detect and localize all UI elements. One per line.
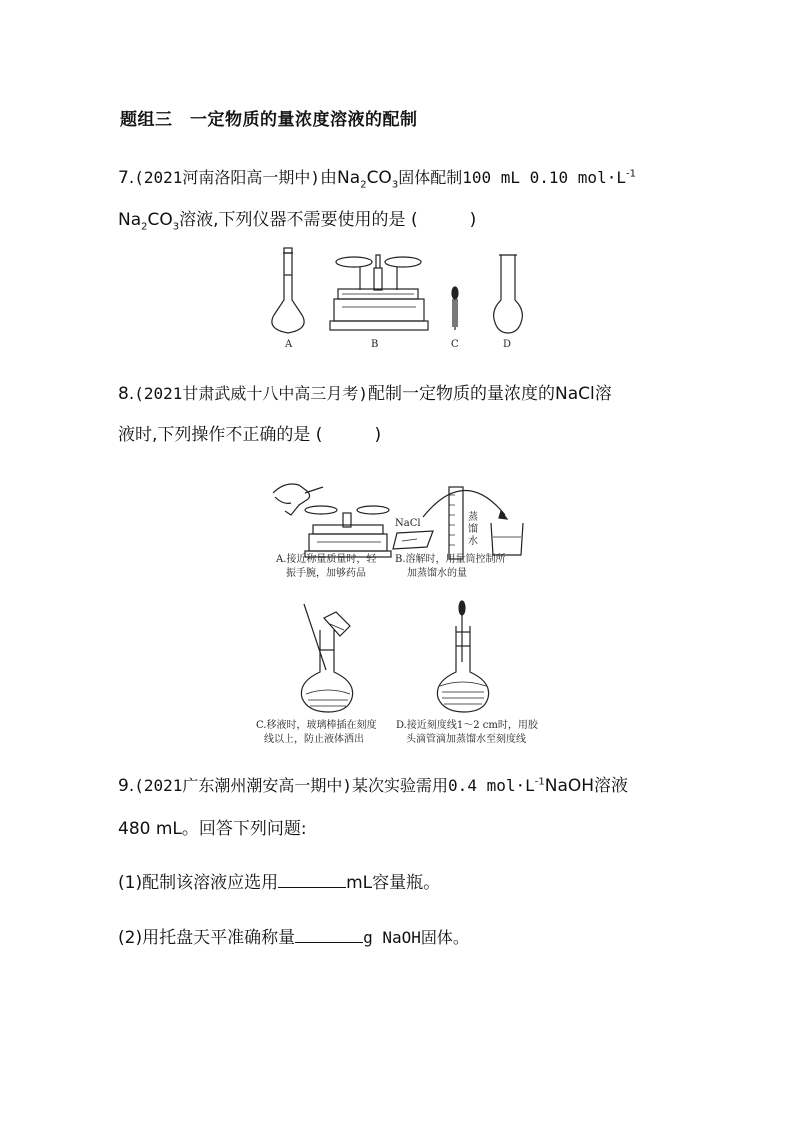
q7-sub: 3 <box>391 179 399 191</box>
round-flask-icon <box>494 255 523 333</box>
q7-text: Na <box>118 210 142 230</box>
q8-line1 <box>118 379 612 404</box>
water-label: 蒸馏水 <box>468 512 478 547</box>
q7-line2 <box>118 205 476 232</box>
q9-part2-text: (2)用托盘天平准确称量 <box>118 928 296 948</box>
q7-text: 溶液,下列仪器不需要使用的是 ( <box>179 210 418 230</box>
q7-text: ) <box>469 210 477 230</box>
q7-sub: 3 <box>172 221 180 233</box>
q9-source: (2021广东潮州潮安高一期中) <box>134 776 353 795</box>
q9-text: 某次实验需用0.4 mol·L <box>352 776 535 795</box>
caption-b-line1: B.溶解时，用量筒控制所 <box>395 554 506 565</box>
q7-number: 7. <box>118 168 135 188</box>
q9-text: NaOH溶液 <box>544 776 629 796</box>
q9-part2-unit: g NaOH固体。 <box>363 928 469 947</box>
dropper-icon <box>452 287 458 330</box>
caption-d-line2: 头滴管滴加蒸馏水至刻度线 <box>406 734 526 745</box>
caption-a-line1: A.接近称量质量时，轻 <box>276 554 377 565</box>
q8-text: 液时,下列操作不正确的是 ( <box>118 425 323 445</box>
dropper-flask-icon <box>437 601 488 712</box>
q7-sub: 2 <box>141 221 148 233</box>
caption-b <box>395 553 506 581</box>
fill-blank-2[interactable] <box>295 928 363 943</box>
caption-a <box>276 553 376 581</box>
caption-c-line1: C.移液时，玻璃棒插在刻度 <box>256 720 377 731</box>
q7-text: 由Na <box>320 168 361 188</box>
transfer-liquid-icon <box>301 604 352 712</box>
q9-line1 <box>118 771 628 796</box>
q7-source: (2021河南洛阳高一期中) <box>134 168 321 187</box>
q8-source: (2021甘肃武威十八中高三月考) <box>134 384 369 403</box>
fill-blank-1[interactable] <box>278 873 346 888</box>
q9-part1-text: (1)配制该溶液应选用 <box>118 873 279 893</box>
nacl-label: NaCl <box>395 518 421 529</box>
q9-number: 9. <box>118 776 135 796</box>
q9-line2 <box>118 814 307 839</box>
q9-part1 <box>118 868 440 893</box>
q9-text: 480 mL。回答下列问题: <box>118 819 307 839</box>
q8-figure-bottom <box>290 600 530 715</box>
q9-sup: -1 <box>534 776 545 788</box>
q7-text: 固体配制100 mL 0.10 mol·L <box>398 168 626 187</box>
caption-a-line2: 振手腕，加够药品 <box>286 568 366 579</box>
balance-icon <box>330 255 428 330</box>
volumetric-flask-icon <box>272 248 304 333</box>
option-b-label: B <box>371 339 379 350</box>
option-a-label: A <box>285 339 293 350</box>
caption-d <box>396 719 538 747</box>
section-title: 题组三 一定物质的量浓度溶液的配制 <box>120 110 418 130</box>
caption-b-line2: 加蒸馏水的量 <box>407 568 467 579</box>
option-c-label: C <box>451 339 459 350</box>
q9-part2 <box>118 923 469 948</box>
caption-c <box>256 719 376 747</box>
hand-weighing-icon <box>273 484 391 557</box>
q8-number: 8. <box>118 384 135 404</box>
q8-line2 <box>118 420 381 445</box>
q9-part1-unit: mL容量瓶。 <box>346 873 441 893</box>
q7-line1 <box>118 163 636 190</box>
option-d-label: D <box>503 339 512 350</box>
q7-sub: 2 <box>360 179 367 191</box>
q8-text: ) <box>374 425 382 445</box>
caption-d-line1: D.接近刻度线1～2 cm时，用胶 <box>396 720 538 731</box>
caption-c-line2: 线以上，防止液体洒出 <box>264 734 364 745</box>
q7-text: CO <box>147 210 173 230</box>
q8-text: 配制一定物质的量浓度的NaCl溶 <box>368 384 612 404</box>
q7-text: CO <box>366 168 392 188</box>
q7-sup: -1 <box>625 168 636 180</box>
